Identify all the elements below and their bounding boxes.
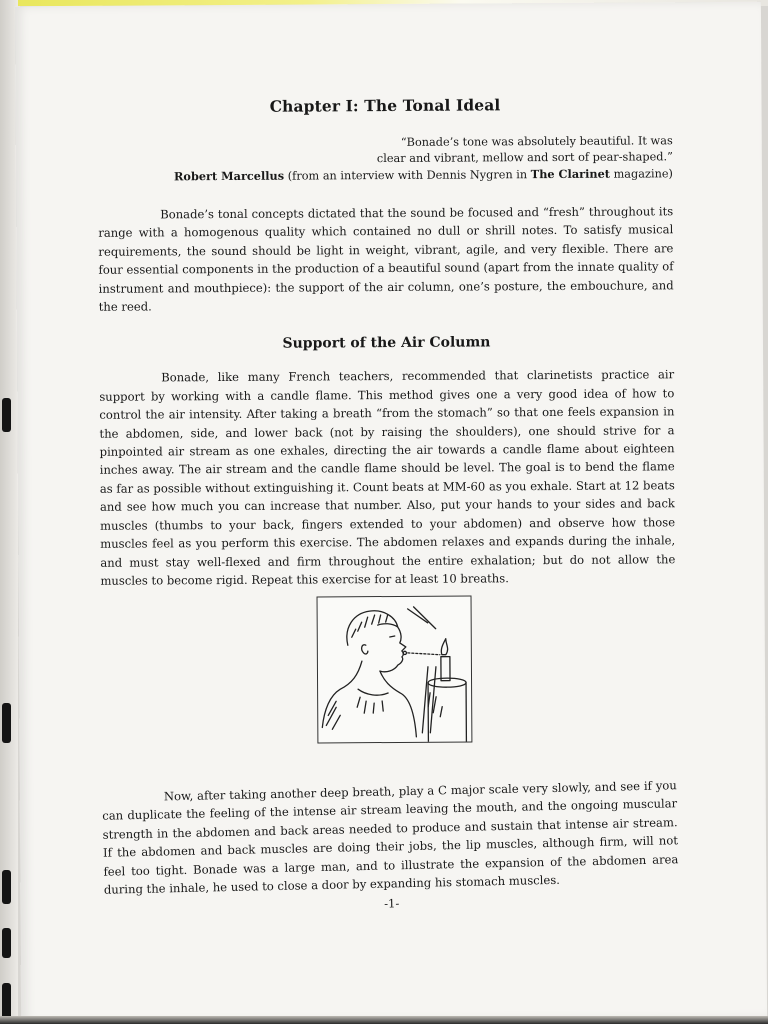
epigraph-author: Robert Marcellus (173, 168, 285, 184)
section-title-support: Support of the Air Column (282, 334, 491, 353)
paragraph-scale: Now, after taking another deep breath, play a C major scale very slowly, and see if you can duplicate the feeling of the intense air stream leaving the mouth, and the ongoing muscular strength in the abdomen and back areas needed to produce and sustain that intense air stream. If the abdomen and back muscles are doing their jobs, the lip muscles, although firm, will not feel too tight. Bonade was a large man, and to illustrate the expansion of the abdomen area during the inhale, he used to close a door by expanding his stomach muscles. (102, 778, 679, 898)
epigraph-publication: The Clarinet (530, 166, 611, 182)
binding-ring (2, 928, 11, 958)
epigraph-attribution (98, 165, 673, 186)
paragraph-intro: Bonade’s tonal concepts dictated that the sound be focused and “fresh” throughout its range with a homogenous quality which contained no dull or shrill notes. To satisfy musical requirements, the sound should be light in weight, vibrant, agile, and very flexible. There are four essential components in the production of a beautiful sound (apart from the innate quality of instrument and mouthpiece): the support of the air column, one’s posture, the embouchure, and the reed. (98, 204, 674, 314)
page-bottom-shadow (0, 1016, 768, 1024)
binding-ring (2, 703, 11, 743)
epigraph (98, 133, 673, 186)
paragraph-support: Bonade, like many French teachers, recommended that clarinetists practice air support by working with a candle flame. This method gives one a very good idea of how to control the air intensity. After taking a breath “from the stomach” so that one feels expansion in the abdomen, side, and lower back (not by raising the shoulders), one should strive for a pinpointed air stream as one exhales, directing the air towards a candle flame about eighteen inches away. The air stream and the candle flame should be level. The goal is to bend the flame as far as possible without extinguishing it. Count beats at MM-60 as you exhale. Start at 12 beats and see how much you can increase that number. Also, put your hands to your sides and back muscles (thumbs to your back, fingers extended to your abdomen) and observe how those muscles feel as you perform this exercise. The abdomen relaxes and expands during the inhale, and must stay well-flexed and firm throughout the entire exhalation; but do not allow the muscles to become rigid. Repeat this exercise for at least 10 breaths. (99, 367, 676, 588)
page-number: -1- (384, 897, 400, 912)
epigraph-quote-line-2: clear and vibrant, mellow and sort of pear-shaped.” (376, 150, 673, 166)
document-page (15, 2, 767, 1023)
epigraph-source-pre: (from an interview with Dennis Nygren in (284, 168, 531, 183)
epigraph-quote-line-1: “Bonade’s tone was absolutely beautiful. It was (400, 134, 673, 149)
epigraph-source-post: magazine) (609, 167, 673, 181)
lower-text-block (102, 777, 680, 918)
man-blowing-candle-drawing-icon (317, 596, 473, 744)
illustration-svg (318, 597, 472, 743)
chapter-title: Chapter I: The Tonal Ideal (269, 95, 501, 116)
binding-ring (2, 983, 11, 1019)
binding-ring (2, 870, 11, 904)
page-content (97, 94, 677, 917)
binding-ring (2, 398, 11, 432)
